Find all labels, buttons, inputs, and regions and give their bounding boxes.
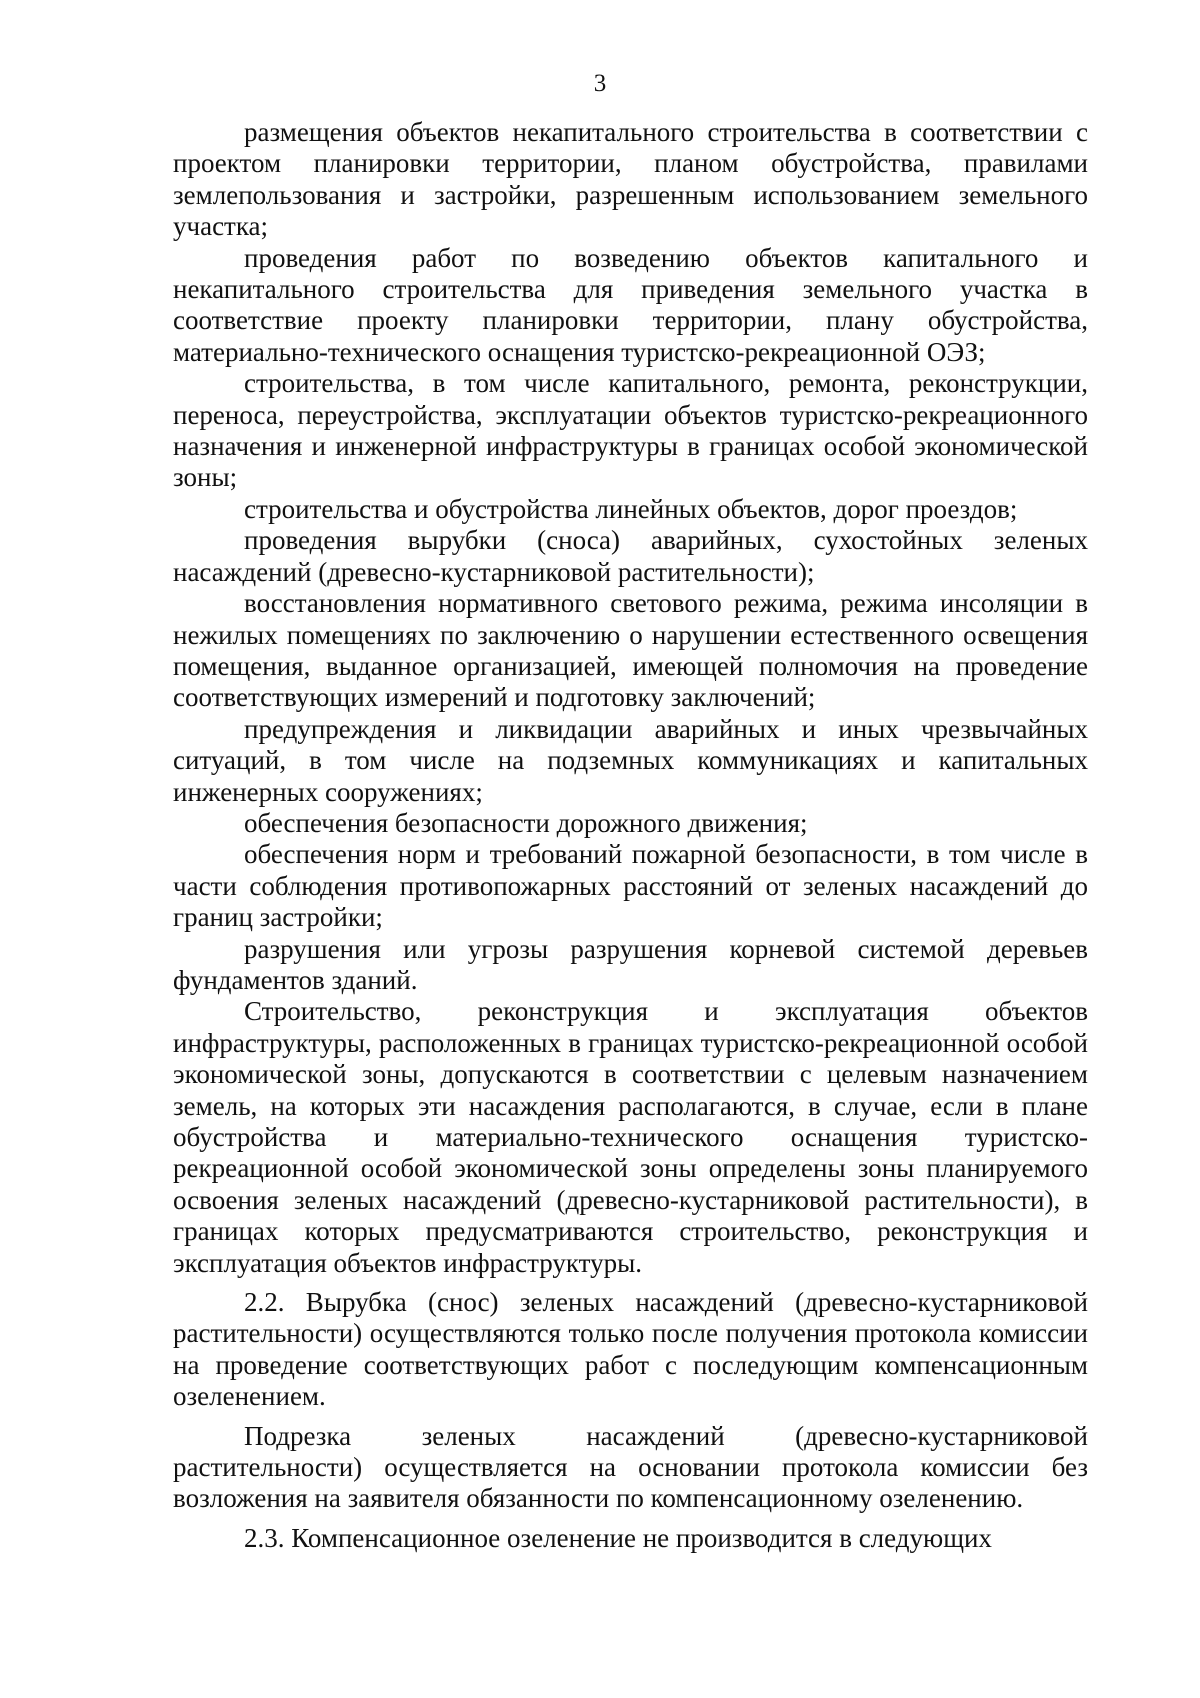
paragraph: восстановления нормативного светового режима, режима инсоляции в нежилых помещениях по заключению о нарушении естественного освещения помещения, выданное организацией, имеющей полномочия на проведение соответствующих измерений и подготовку заключений;	[173, 588, 1088, 713]
paragraph: обеспечения норм и требований пожарной безопасности, в том числе в части соблюдения противопожарных расстояний от зеленых насаждений до границ застройки;	[173, 839, 1088, 933]
page-number: 3	[593, 70, 607, 97]
paragraph: разрушения или угрозы разрушения корневой системой деревьев фундаментов зданий.	[173, 933, 1088, 995]
paragraph: размещения объектов некапитального строительства в соответствии с проектом планировки территории, планом обустройства, правилами землепользования и застройки, разрешенным использованием земельного участка;	[173, 117, 1088, 242]
paragraph: проведения работ по возведению объектов капитального и некапитального строительства для приведения земельного участка в соответствие проекту планировки территории, плану обустройства, материально-технического оснащения туристско-рекреационной ОЭЗ;	[173, 242, 1088, 367]
paragraph: строительства и обустройства линейных объектов, дорог проездов;	[244, 493, 1018, 524]
paragraph: Подрезка зеленых насаждений (древесно-кустарниковой растительности) осуществляется на основании протокола комиссии без возложения на заявителя обязанности по компенсационному озеленению.	[173, 1420, 1088, 1514]
paragraph: 2.2. Вырубка (снос) зеленых насаждений (древесно-кустарниковой растительности) осуществляются только после получения протокола комиссии на проведение соответствующих работ с последующим компенсационным озеленением.	[173, 1287, 1088, 1412]
paragraph: обеспечения безопасности дорожного движения;	[244, 807, 808, 838]
paragraph: проведения вырубки (сноса) аварийных, сухостойных зеленых насаждений (древесно-кустарниковой растительности);	[173, 525, 1088, 587]
paragraph: строительства, в том числе капитального, ремонта, реконструкции, переноса, переустройства, эксплуатации объектов туристско-рекреационного назначения и инженерной инфраструктуры в границах особой экономической зоны;	[173, 368, 1088, 493]
paragraph: 2.3. Компенсационное озеленение не производится в следующих	[244, 1522, 992, 1553]
paragraph: Строительство, реконструкция и эксплуатация объектов инфраструктуры, расположенных в границах туристско-рекреационной особой экономической зоны, допускаются в соответствии с целевым назначением земель, на которых эти насаждения располагаются, в случае, если в плане обустройства и материально-технического оснащения туристско-рекреационной особой экономической зоны определены зоны планируемого освоения зеленых насаждений (древесно-кустарниковой растительности), в границах которых предусматриваются строительство, реконструкция и эксплуатация объектов инфраструктуры.	[173, 996, 1088, 1278]
document-body	[173, 117, 1088, 1554]
paragraph: предупреждения и ликвидации аварийных и иных чрезвычайных ситуаций, в том числе на подземных коммуникациях и капитальных инженерных сооружениях;	[173, 713, 1088, 807]
